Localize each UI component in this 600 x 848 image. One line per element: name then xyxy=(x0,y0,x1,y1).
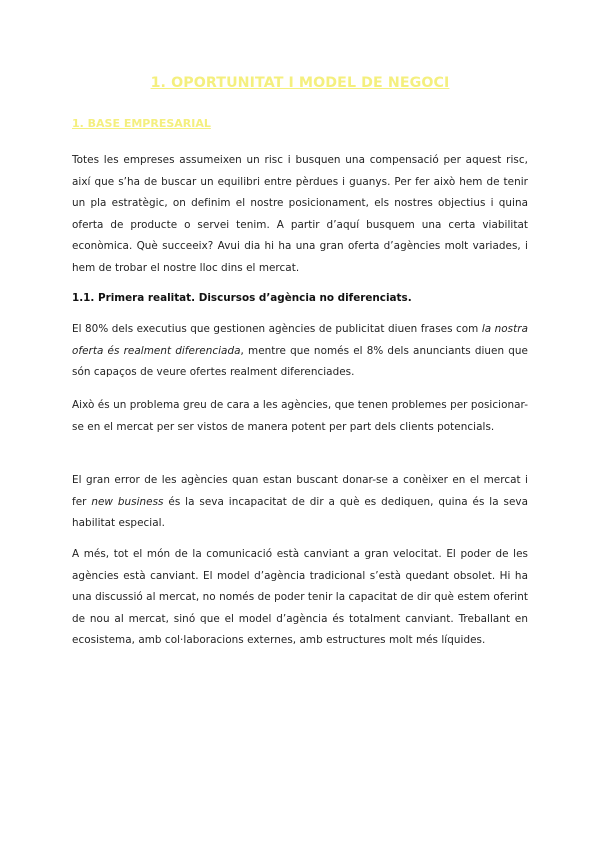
paragraph-4-text-b: és la seva incapacitat de dir a què es dediquen, quina és la seva habilitat especial. xyxy=(72,495,529,529)
paragraph-4-italic: new business xyxy=(91,495,164,508)
paragraph-5: A més, tot el món de la comunicació està canviant a gran velocitat. El poder de les agències està canviant. El model d’agència tradicional s’està quedant obsolet. Hi ha una discussió al mercat, no només de poder tenir la capacitat de dir què estem oferint de nou al mercat, sinó que el model d’agència és totalment canviant. Treballant en ecosistema, amb col·laboracions externes, amb estructures molt més líquides. xyxy=(72,548,528,646)
subsection-title: 1.1. Primera realitat. Discursos d’agència no diferenciats. xyxy=(72,292,412,304)
paragraph-2-text-b: , mentre que només el 8% dels anunciants diuen que són capaços de veure ofertes realment diferenciades. xyxy=(72,344,528,378)
paragraph-1: Totes les empreses assumeixen un risc i busquen una compensació per aquest risc, així que s’ha de buscar un equilibri entre pèrdues i guanys. Per fer això hem de tenir un pla estratègic, on definim el nostre posicionament, els nostres objectius i quina oferta de producte o servei tenim. A partir d’aquí busquem una certa viabilitat econòmica. Què succeeix? Avui dia hi ha una gran oferta d’agències molt variades, i hem de trobar el nostre lloc dins el mercat. xyxy=(72,154,528,274)
chapter-title: 1. OPORTUNITAT I MODEL DE NEGOCI xyxy=(150,75,450,91)
section-title: 1. BASE EMPRESARIAL xyxy=(72,117,211,130)
paragraph-4-text-a: El gran error de les agències quan estan buscant donar-se a conèixer en el mercat i fer xyxy=(72,474,528,508)
paragraph-4 xyxy=(72,470,528,535)
paragraph-2-italic: la nostra oferta és realment diferenciada xyxy=(72,323,528,357)
paragraph-2-text-a: El 80% dels executius que gestionen agències de publicitat diuen frases com xyxy=(72,323,482,335)
paragraph-2 xyxy=(72,319,528,384)
paragraph-3: Això és un problema greu de cara a les agències, que tenen problemes per posicionar-se en el mercat per ser vistos de manera potent per part dels clients potencials. xyxy=(72,399,528,433)
